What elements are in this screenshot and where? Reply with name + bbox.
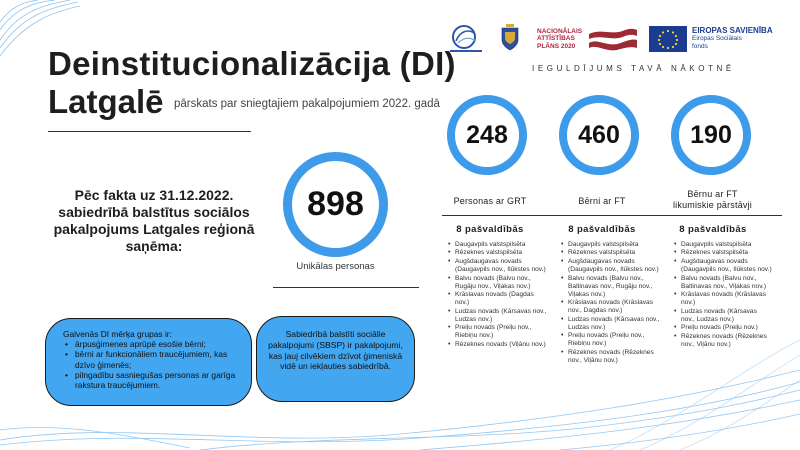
municipality-list-children [561,241,661,366]
total-caption: Unikālas personas [296,261,375,272]
eu-flag-logo [647,22,689,56]
list-item: • Ludzas novads (Kārsavas nov., Ludzas nov.) [561,316,661,332]
stat-label-grt: Personas ar GRT [453,196,527,206]
list-item: • Rēzeknes valstspilsēta [448,249,548,257]
total-value: 898 [307,185,364,223]
eu-flag-icon [649,26,687,52]
stats-divider [442,215,782,216]
middle-divider [273,287,419,288]
coat-of-arms-logo [497,22,523,56]
list-item: • Ludzas novads (Kārsavas nov., Ludzas nov.) [674,308,772,324]
list-item: • ārpusģimenes aprūpē esošie bērni; [63,339,241,349]
coat-of-arms-icon [500,24,520,54]
list-item: • Preiļu novads (Preiļu nov.) [674,324,772,332]
stat-circle-grt [447,95,527,175]
logo-strip [445,22,780,58]
stat-value-grt: 248 [466,120,508,149]
list-item: • Krāslavas novads (Dagdas nov.) [448,291,548,307]
list-item: • Augšdaugavas novads (Daugavpils nov., Ilūkstes nov.) [674,258,772,274]
stat-label-children: Bērni ar FT [578,196,626,206]
list-item: • Augšdaugavas novads (Daugavpils nov., Ilūkstes nov.) [561,258,661,274]
eu-fund-name: Eiropas Sociālais fonds [692,35,742,50]
target-groups-box [45,318,252,406]
slogan: IEGULDĪJUMS TAVĀ NĀKOTNĒ [532,64,735,73]
page-title-line2: Latgalē [48,83,164,120]
target-groups-heading: Galvenās DI mērķa grupas ir: [63,329,172,339]
list-item: • Balvu novads (Balvu nov., Rugāju nov., Viļakas nov.) [448,275,548,291]
sbsp-definition-text: Sabiedrībā balstīti sociālie pakalpojumi (SBSP) ir pakalpojumi, kas ļauj cilvēkiem dzīvot ģimeniskā vidē un iekļauties sabiedrībā. [268,329,403,372]
list-item: • pilngadību sasniegušas personas ar garīga rakstura traucējumiem. [63,370,241,390]
list-item: • Ludzas novads (Kārsavas nov., Ludzas nov.) [448,308,548,324]
list-item: • Daugavpils valstspilsēta [448,241,548,249]
sbsp-definition-box [256,316,415,402]
municipality-list-guardians [674,241,772,349]
stat-circle-guardians [671,95,751,175]
stat-sub-guardians: 8 pašvaldībās [679,224,747,235]
stat-value-guardians: 190 [690,120,732,149]
eu-fund-text [692,22,780,56]
nap-logo-text: NACIONĀLAIS ATTĪSTĪBAS PLĀNS 2020 [537,27,583,50]
latvia-flag-icon [587,26,639,52]
list-item: • bērni ar funkcionāliem traucējumiem, kas dzīvo ģimenēs; [63,349,241,369]
stat-sub-children: 8 pašvaldībās [568,224,636,235]
list-item: • Balvu novads (Balvu nov., Baltinavas nov., Rugāju nov., Viļakas nov.) [561,275,661,299]
stat-circle-children [559,95,639,175]
stat-label-guardians: Bērnu ar FT likumiskie pārstāvji [672,189,753,210]
list-item: • Rēzeknes novads (Rēzeknes nov., Viļānu nov.) [674,333,772,349]
municipality-list-grt [448,241,548,349]
page-title-line1: Deinstitucionalizācija (DI) [48,45,456,82]
list-item: • Rēzeknes valstspilsēta [561,249,661,257]
nap-logo [537,22,583,56]
list-item: • Preiļu novads (Preiļu nov., Riebiņu nov.) [448,324,548,340]
total-circle [283,152,388,257]
stat-sub-grt: 8 pašvaldībās [456,224,524,235]
latvia-flag-logo [585,22,641,56]
list-item: • Daugavpils valstspilsēta [674,241,772,249]
stat-value-children: 460 [578,120,620,149]
list-item: • Krāslavas novads (Krāslavas nov.) [674,291,772,307]
eu-title: EIROPAS SAVIENĪBA [692,26,773,35]
list-item: • Rēzeknes valstspilsēta [674,249,772,257]
list-item: • Daugavpils valstspilsēta [561,241,661,249]
list-item: • Krāslavas novads (Krāslavas nov., Dagdas nov.) [561,299,661,315]
list-item: • Balvu novads (Balvu nov., Baltinavas nov., Viļakas nov.) [674,275,772,291]
list-item: • Rēzeknes novads (Rēzeknes nov., Viļānu nov.) [561,349,661,365]
list-item: • Augšdaugavas novads (Daugavpils nov., Ilūkstes nov.) [448,258,548,274]
title-divider [48,131,251,132]
page-subtitle: pārskats par sniegtajiem pakalpojumiem 2022. gadā [174,98,440,110]
list-item: • Rēzeknes novads (Viļānu nov.) [448,341,548,349]
list-item: • Preiļu novads (Preiļu nov., Riebiņu nov.) [561,332,661,348]
target-groups-list [63,339,241,390]
intro-text: Pēc fakta uz 31.12.2022. sabiedrībā balstītus sociālos pakalpojums Latgales reģionā saņēma: [53,187,255,254]
